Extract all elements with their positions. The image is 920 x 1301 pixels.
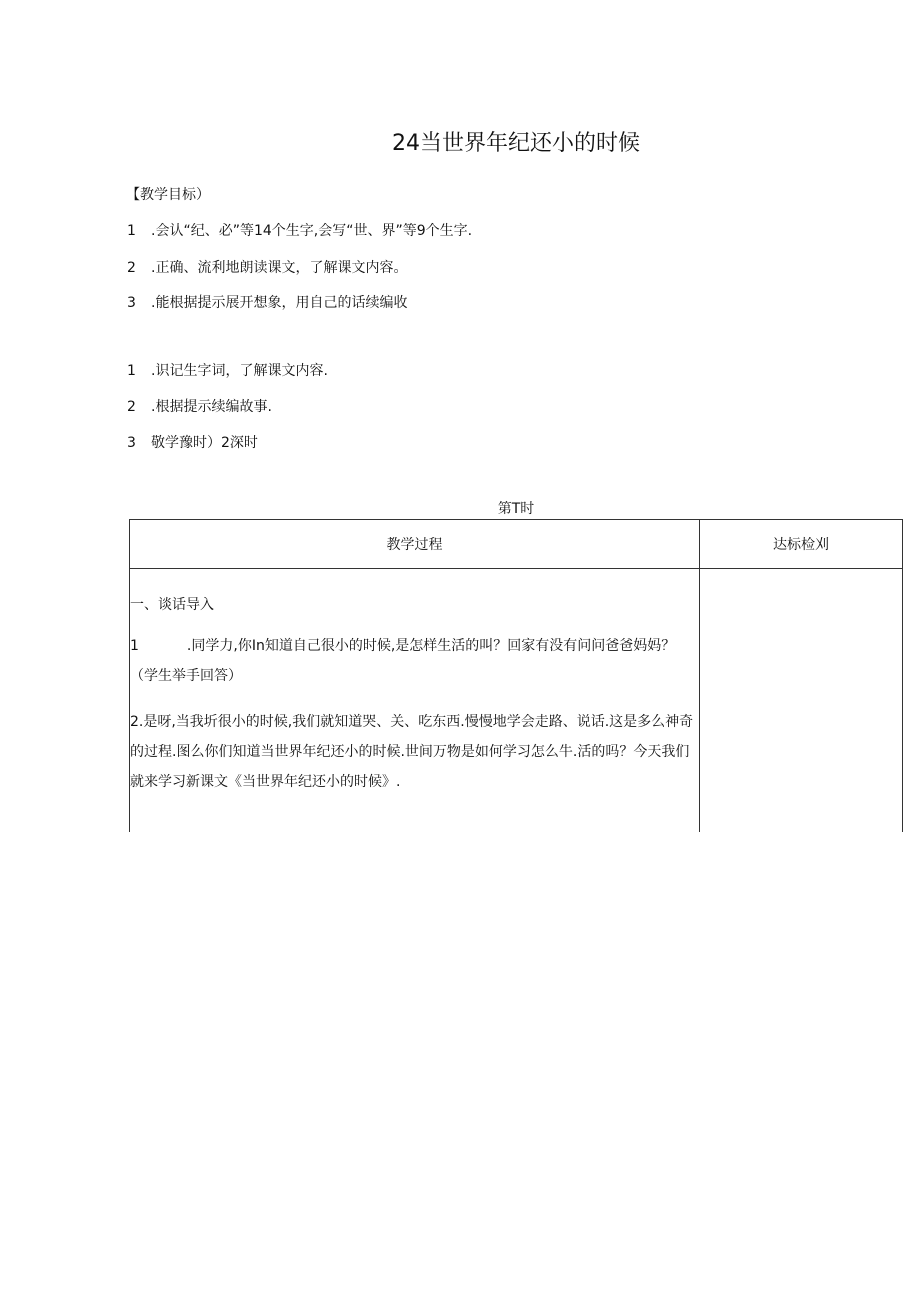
process-paragraph: 2.是呀,当我圻很小的时候,我们就知道哭、关、吃东西.慢慢地学会走路、说话.这是多么神奇的过程.图么你们知道当世界年纪还小的时候.世间万物是如何学习怎么牛.活的吗？今天我们就来学习新课文《当世界年纪还小的时候》.: [130, 714, 694, 790]
key-point-text: .识记生字词，了解课文内容.: [151, 363, 328, 379]
key-point-text: 敬学豫时）2深时: [151, 435, 258, 451]
paragraph-text: .同学力,你In知道自己很小的时候,是怎样生活的叫？回家有没有问问爸爸妈妈？（学生举手回答）: [130, 638, 676, 684]
objective-number: 3: [127, 295, 136, 311]
objective-number: 2: [127, 260, 136, 276]
objective-item: [127, 220, 472, 240]
table-header-row: [130, 520, 903, 569]
check-cell: [700, 569, 903, 833]
column-header-check: 达标检刈: [700, 520, 903, 569]
key-point-number: 2: [127, 399, 136, 415]
objectives-label: 【教学目标）: [126, 187, 210, 203]
paragraph-number: 1: [130, 638, 139, 654]
objective-text: .会认“纪、必”等14个生字,会写“世、界”等9个生字.: [151, 223, 473, 239]
objective-text: .正确、流利地朗读课文，了解课文内容。: [151, 260, 408, 276]
objective-item: [127, 257, 407, 277]
key-point-number: 3: [127, 435, 136, 451]
key-point-item: [127, 432, 258, 452]
objective-text: .能根据提示展开想象，用自己的话续编收: [151, 295, 408, 311]
column-header-process: 教学过程: [130, 520, 700, 569]
key-point-item: [127, 360, 328, 380]
key-point-text: .根据提示续编故事.: [151, 399, 272, 415]
lesson-label: 第T时: [497, 501, 535, 517]
lesson-plan-table: [129, 519, 903, 832]
table-row: [130, 569, 903, 833]
key-point-item: [127, 396, 272, 416]
key-point-number: 1: [127, 363, 136, 379]
objective-number: 1: [127, 223, 136, 239]
section-heading: 一、谈话导入: [130, 597, 214, 613]
objective-item: [127, 292, 407, 312]
document-title: 24当世界年纪还小的时候: [392, 131, 640, 156]
process-paragraph: [130, 631, 699, 691]
process-cell: [130, 569, 700, 833]
